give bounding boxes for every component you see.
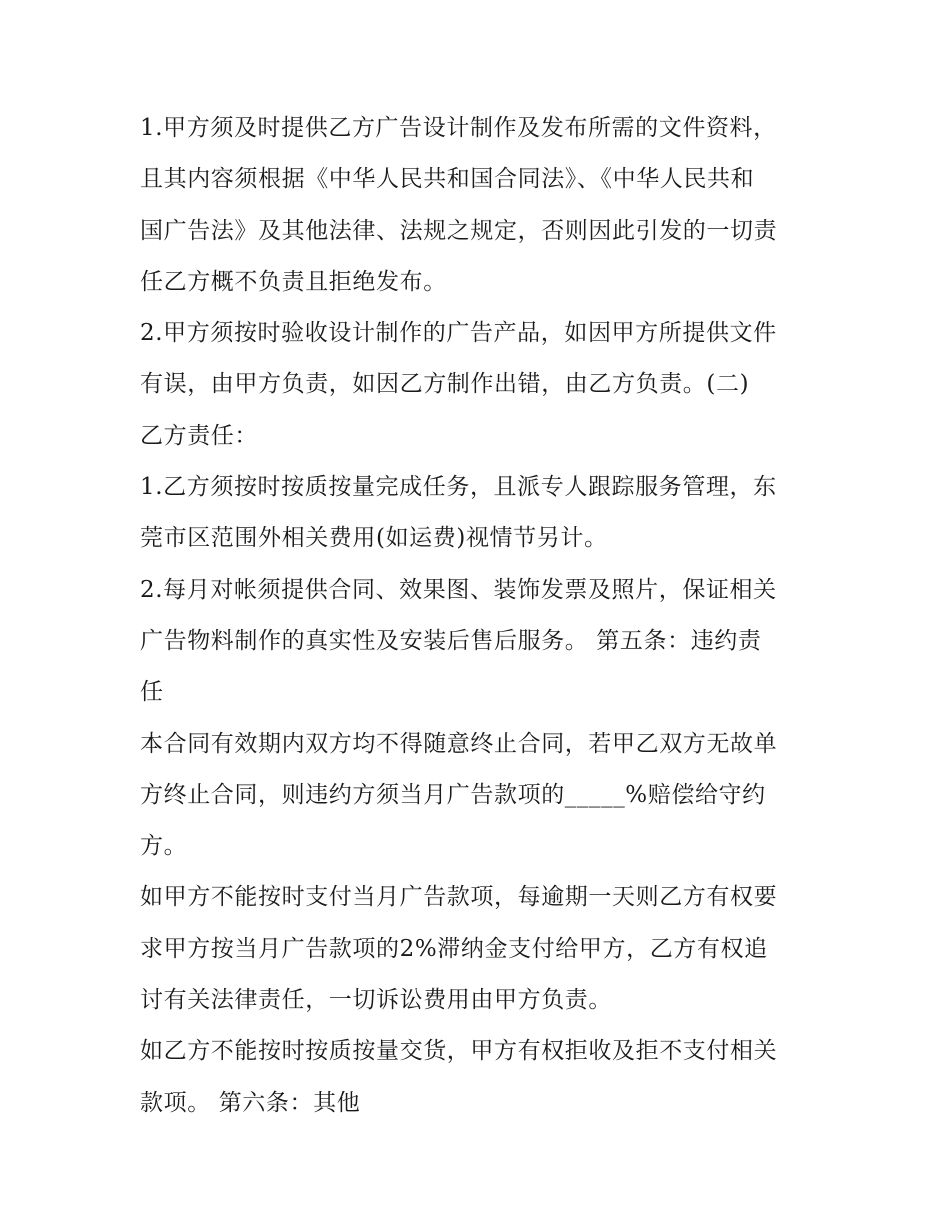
text-line-15: 方。 <box>140 833 188 860</box>
text-line-10: 2.每月对帐须提供合同、效果图、装饰发票及照片，保证相关 <box>140 576 777 603</box>
text-line-14: 方终止合同，则违约方须当月广告款项的_____%赔偿给守约 <box>140 781 766 808</box>
text-line-4: 任乙方概不负责且拒绝发布。 <box>140 268 447 295</box>
text-line-5: 2.甲方须按时验收设计制作的广告产品，如因甲方所提供文件 <box>140 320 777 347</box>
text-line-7: 乙方责任： <box>140 422 258 449</box>
text-line-9: 莞市区范围外相关费用(如运费)视情节另计。 <box>140 525 608 552</box>
text-line-19: 如乙方不能按时按质按量交货，甲方有权拒收及拒不支付相关 <box>140 1038 778 1065</box>
text-line-13: 本合同有效期内双方均不得随意终止合同，若甲乙双方无故单 <box>140 730 778 757</box>
text-line-12: 任 <box>140 679 164 706</box>
text-line-8: 1.乙方须按时按质按量完成任务，且派专人跟踪服务管理，东 <box>140 474 777 501</box>
text-line-1: 1.甲方须及时提供乙方广告设计制作及发布所需的文件资料， <box>140 115 777 141</box>
text-line-11: 广告物料制作的真实性及安装后售后服务。 第五条：违约责 <box>140 627 762 654</box>
text-line-17: 求甲方按当月广告款项的2%滞纳金支付给甲方，乙方有权追 <box>140 935 768 962</box>
document-body <box>140 103 820 1129</box>
text-line-16: 如甲方不能按时支付当月广告款项，每逾期一天则乙方有权要 <box>140 884 778 911</box>
text-line-2: 且其内容须根据《中华人民共和国合同法》、《中华人民共和 <box>140 166 755 193</box>
text-line-6: 有误，由甲方负责，如因乙方制作出错，由乙方负责。(二) <box>140 371 750 398</box>
text-line-20: 款项。 第六条：其他 <box>140 1089 361 1116</box>
text-line-3: 国广告法》及其他法律、法规之规定，否则因此引发的一切责 <box>140 217 778 244</box>
text-line-18: 讨有关法律责任，一切诉讼费用由甲方负责。 <box>140 987 612 1014</box>
